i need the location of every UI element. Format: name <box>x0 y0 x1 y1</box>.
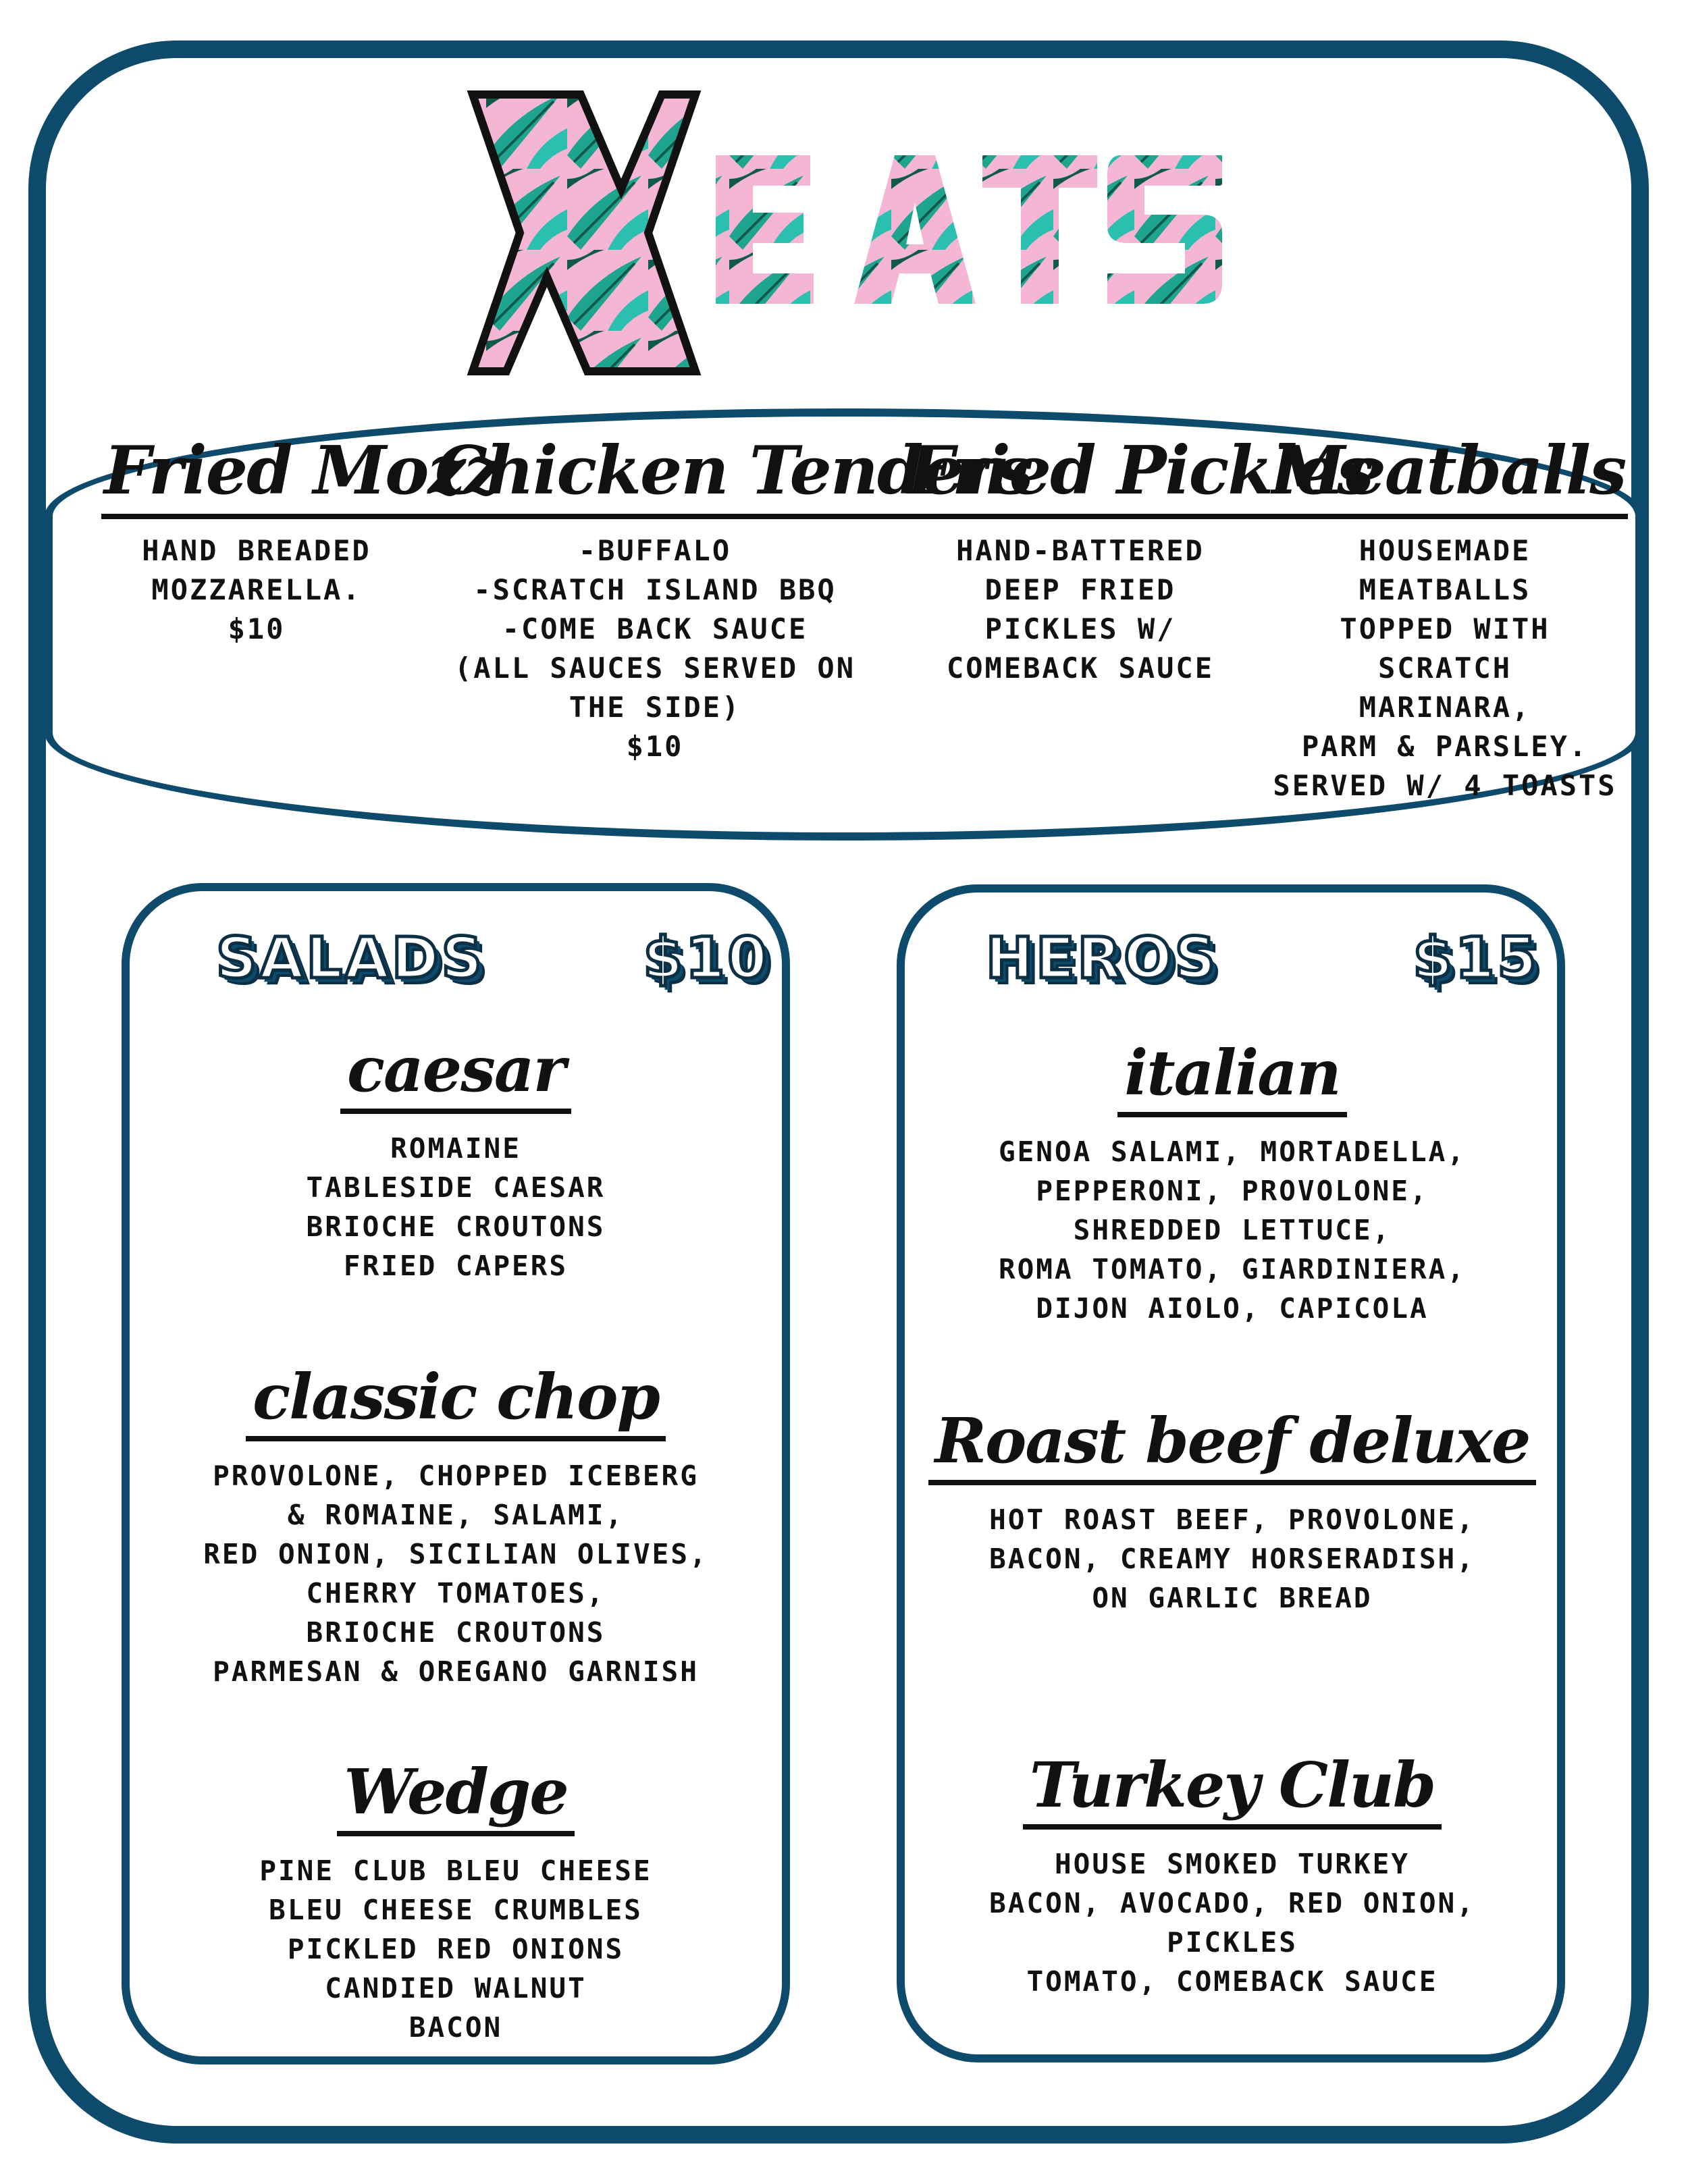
item-description: ROMAINE TABLESIDE CAESAR BRIOCHE CROUTONS FRIED CAPERS <box>306 1132 606 1282</box>
xeats-logo <box>0 88 1688 385</box>
item-title: Turkey Club <box>1023 1749 1442 1830</box>
appetizer-description: HAND-BATTERED DEEP FRIED PICKLES W/ COMEBACK SAUCE <box>946 534 1214 685</box>
item-title: italian <box>1117 1036 1346 1117</box>
item-title: Roast beef deluxe <box>928 1404 1537 1485</box>
hero-roast-beef-deluxe <box>925 1404 1539 1618</box>
salads-header <box>216 925 770 991</box>
item-description: HOT ROAST BEEF, PROVOLONE, BACON, CREAMY HORSERADISH, ON GARLIC BREAD <box>989 1503 1475 1614</box>
appetizer-description: HAND BREADED MOZZARELLA. $10 <box>142 534 371 645</box>
appetizer-chicken-tenders <box>432 432 1032 766</box>
item-description: PROVOLONE, CHOPPED ICEBERG & ROMAINE, SALAMI, RED ONION, SICILIAN OLIVES, CHERRY TOMATOES, BRIOCHE CROUTONS PARMESAN & OREGANO GARNISH <box>203 1460 708 1688</box>
hero-turkey-club <box>925 1749 1539 2001</box>
salad-classic-chop <box>155 1360 756 1691</box>
item-title: caesar <box>340 1033 571 1114</box>
salads-heading: SALADS <box>216 925 485 991</box>
appetizer-meatballs <box>1269 432 1626 805</box>
item-description: GENOA SALAMI, MORTADELLA, PEPPERONI, PROVOLONE, SHREDDED LETTUCE, ROMA TOMATO, GIARDINIERA, DIJON AIOLO, CAPICOLA <box>998 1136 1467 1325</box>
appetizer-title: Meatballs <box>1269 432 1628 519</box>
item-description: HOUSE SMOKED TURKEY BACON, AVOCADO, RED ONION, PICKLES TOMATO, COMEBACK SAUCE <box>989 1848 1475 1998</box>
appetizer-fried-pickles <box>905 432 1373 688</box>
appetizer-description: -BUFFALO -SCRATCH ISLAND BBQ -COME BACK SAUCE (ALL SAUCES SERVED ON THE SIDE) $10 <box>454 534 855 763</box>
salad-wedge <box>155 1755 756 2047</box>
item-description: PINE CLUB BLEU CHEESE BLEU CHEESE CRUMBLES PICKLED RED ONIONS CANDIED WALNUT BACON <box>259 1855 652 2044</box>
appetizer-title: Fried Pickles <box>905 432 1375 519</box>
appetizer-description: HOUSEMADE MEATBALLS TOPPED WITH SCRATCH MARINARA, PARM & PARSLEY. SERVED W/ 4 TOASTS <box>1273 534 1617 802</box>
heros-header <box>986 925 1539 991</box>
hero-italian <box>925 1036 1539 1328</box>
item-title: Wedge <box>337 1755 575 1836</box>
salad-caesar <box>155 1033 756 1285</box>
salads-price: $10 <box>643 925 770 991</box>
item-title: classic chop <box>246 1360 666 1441</box>
heros-price: $15 <box>1413 925 1539 991</box>
appetizer-fried-mozz <box>101 432 500 649</box>
appetizer-title: Chicken Tenders <box>432 432 1035 519</box>
heros-heading: HEROS <box>986 925 1219 991</box>
logo-x-letter <box>473 95 695 371</box>
appetizer-title: Fried Mozz <box>101 432 503 519</box>
